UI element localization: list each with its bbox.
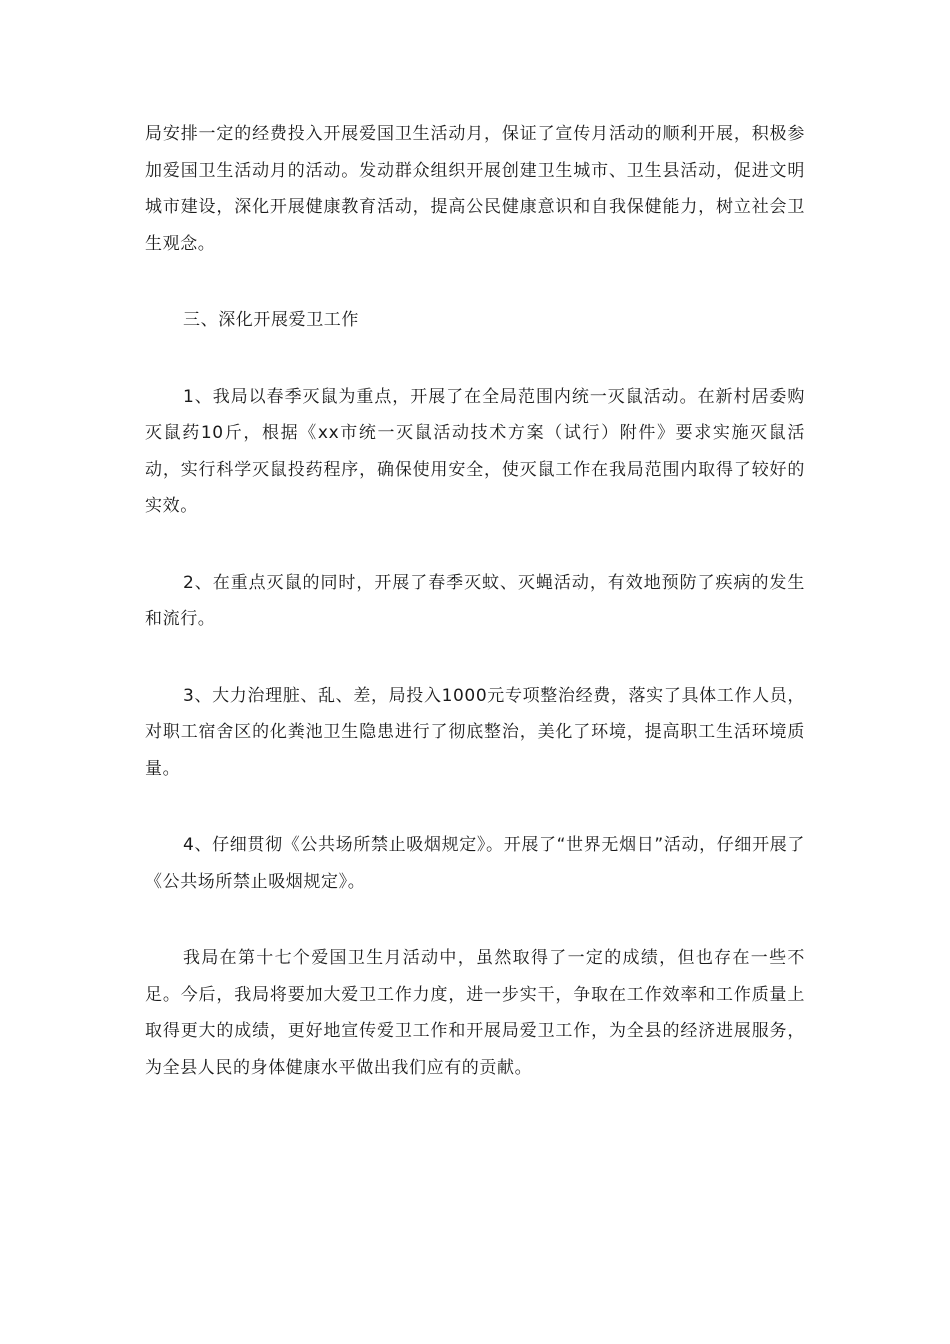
document-page bbox=[145, 116, 805, 1086]
section-heading: 三、深化开展爱卫工作 bbox=[183, 310, 359, 330]
paragraph-item-1: 1、我局以春季灭鼠为重点，开展了在全局范围内统一灭鼠活动。在新村居委购灭鼠药10斤，根据《xx市统一灭鼠活动技术方案（试行）附件》要求实施灭鼠活动，实行科学灭鼠投药程序，确保使用安全，使灭鼠工作在我局范围内取得了较好的实效。 bbox=[145, 386, 805, 516]
paragraph-item-4: 4、仔细贯彻《公共场所禁止吸烟规定》。开展了“世界无烟日”活动，仔细开展了《公共场所禁止吸烟规定》。 bbox=[145, 835, 805, 892]
paragraph-item-2: 2、在重点灭鼠的同时，开展了春季灭蚊、灭蝇活动，有效地预防了疾病的发生和流行。 bbox=[145, 572, 805, 629]
paragraph-conclusion: 我局在第十七个爱国卫生月活动中，虽然取得了一定的成绩，但也存在一些不足。今后，我局将要加大爱卫工作力度，进一步实干，争取在工作效率和工作质量上取得更大的成绩，更好地宣传爱卫工作和开展局爱卫工作，为全县的经济进展服务，为全县人民的身体健康水平做出我们应有的贡献。 bbox=[145, 948, 805, 1078]
paragraph-intro-continued: 局安排一定的经费投入开展爱国卫生活动月，保证了宣传月活动的顺利开展，积极参加爱国卫生活动月的活动。发动群众组织开展创建卫生城市、卫生县活动，促进文明城市建设，深化开展健康教育活动，提高公民健康意识和自我保健能力，树立社会卫生观念。 bbox=[145, 124, 805, 254]
paragraph-item-3: 3、大力治理脏、乱、差，局投入1000元专项整治经费，落实了具体工作人员，对职工宿舍区的化粪池卫生隐患进行了彻底整治，美化了环境，提高职工生活环境质量。 bbox=[145, 685, 805, 779]
